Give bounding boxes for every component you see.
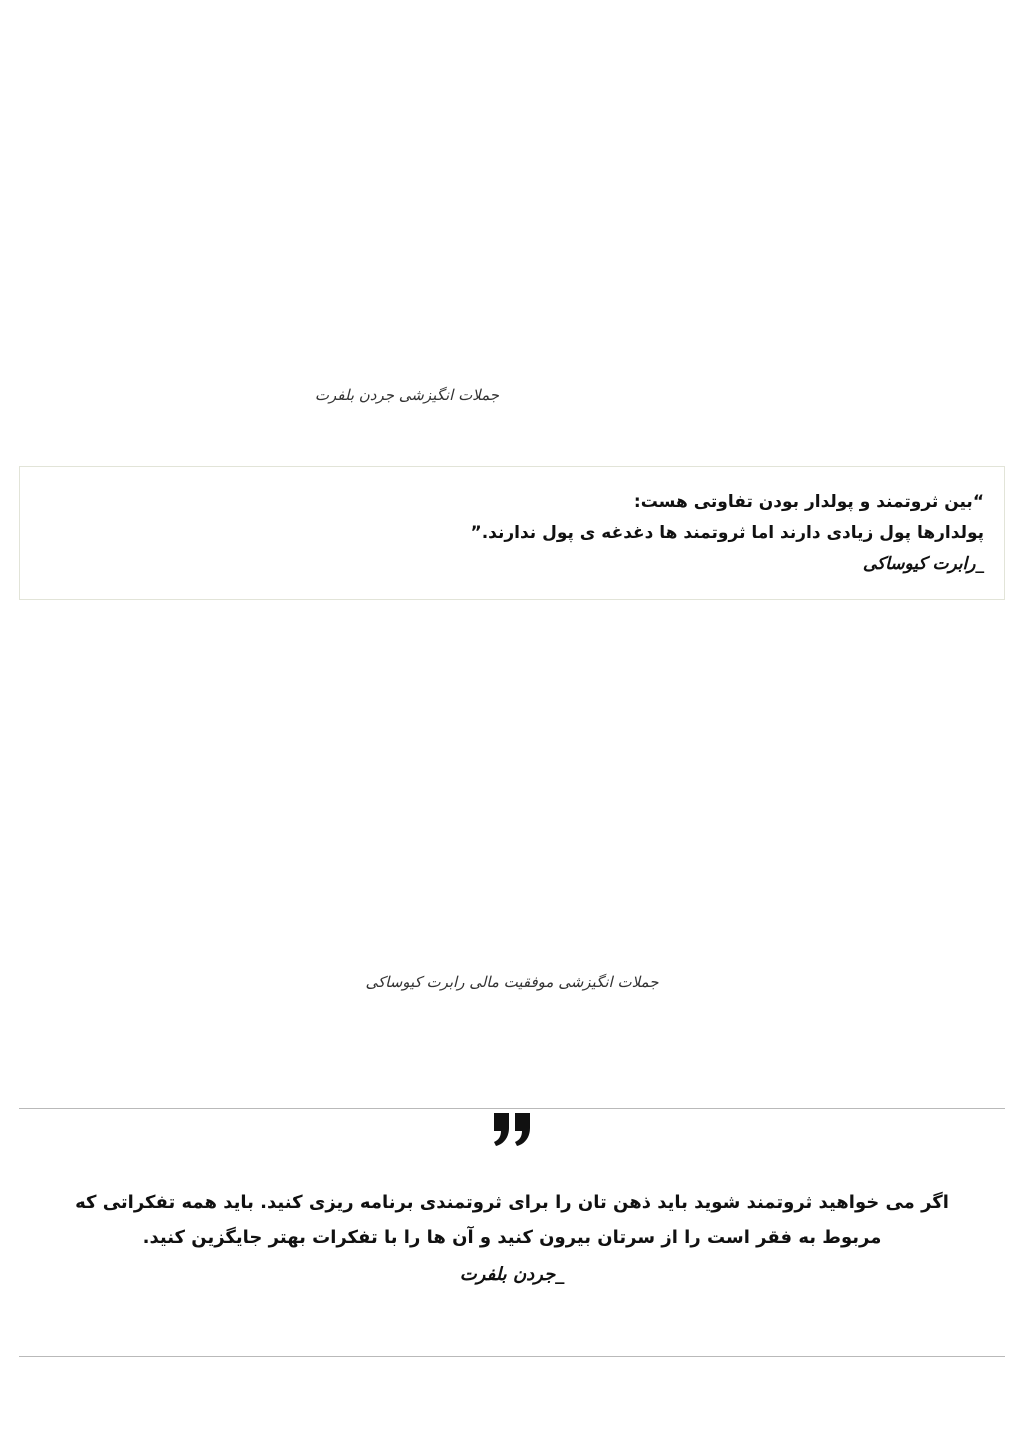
quote-box	[19, 466, 1005, 600]
figure-1-image	[0, 0, 1024, 370]
pull-quote-author: _جردن بلفرت	[459, 1264, 565, 1285]
quote-mark-icon	[492, 1111, 532, 1147]
pull-quote-text: اگر می خواهید ثروتمند شوید باید ذهن تان را برای ثروتمندی برنامه ریزی کنید. باید همه تفکراتی که مربوط به فقر است را از سرتان بیرون کنید و آن ها را با تفکرات بهتر جایگزین کنید.	[75, 1192, 949, 1248]
figure-2-caption: جملات انگیزشی موفقیت مالی رابرت کیوساکی	[365, 973, 659, 991]
quote-line-1: “بین ثروتمند و پولدار بودن تفاوتی هست:	[633, 492, 984, 512]
quote-author: _رابرت کیوساکی	[862, 554, 984, 574]
quote-line-2: پولدارها پول زیادی دارند اما ثروتمند ها دغدغه ی پول ندارند.”	[470, 523, 984, 543]
pull-quote	[19, 1108, 1005, 1357]
figure-1-caption: جملات انگیزشی جردن بلفرت	[314, 386, 500, 404]
figure-2-image	[0, 620, 1024, 960]
